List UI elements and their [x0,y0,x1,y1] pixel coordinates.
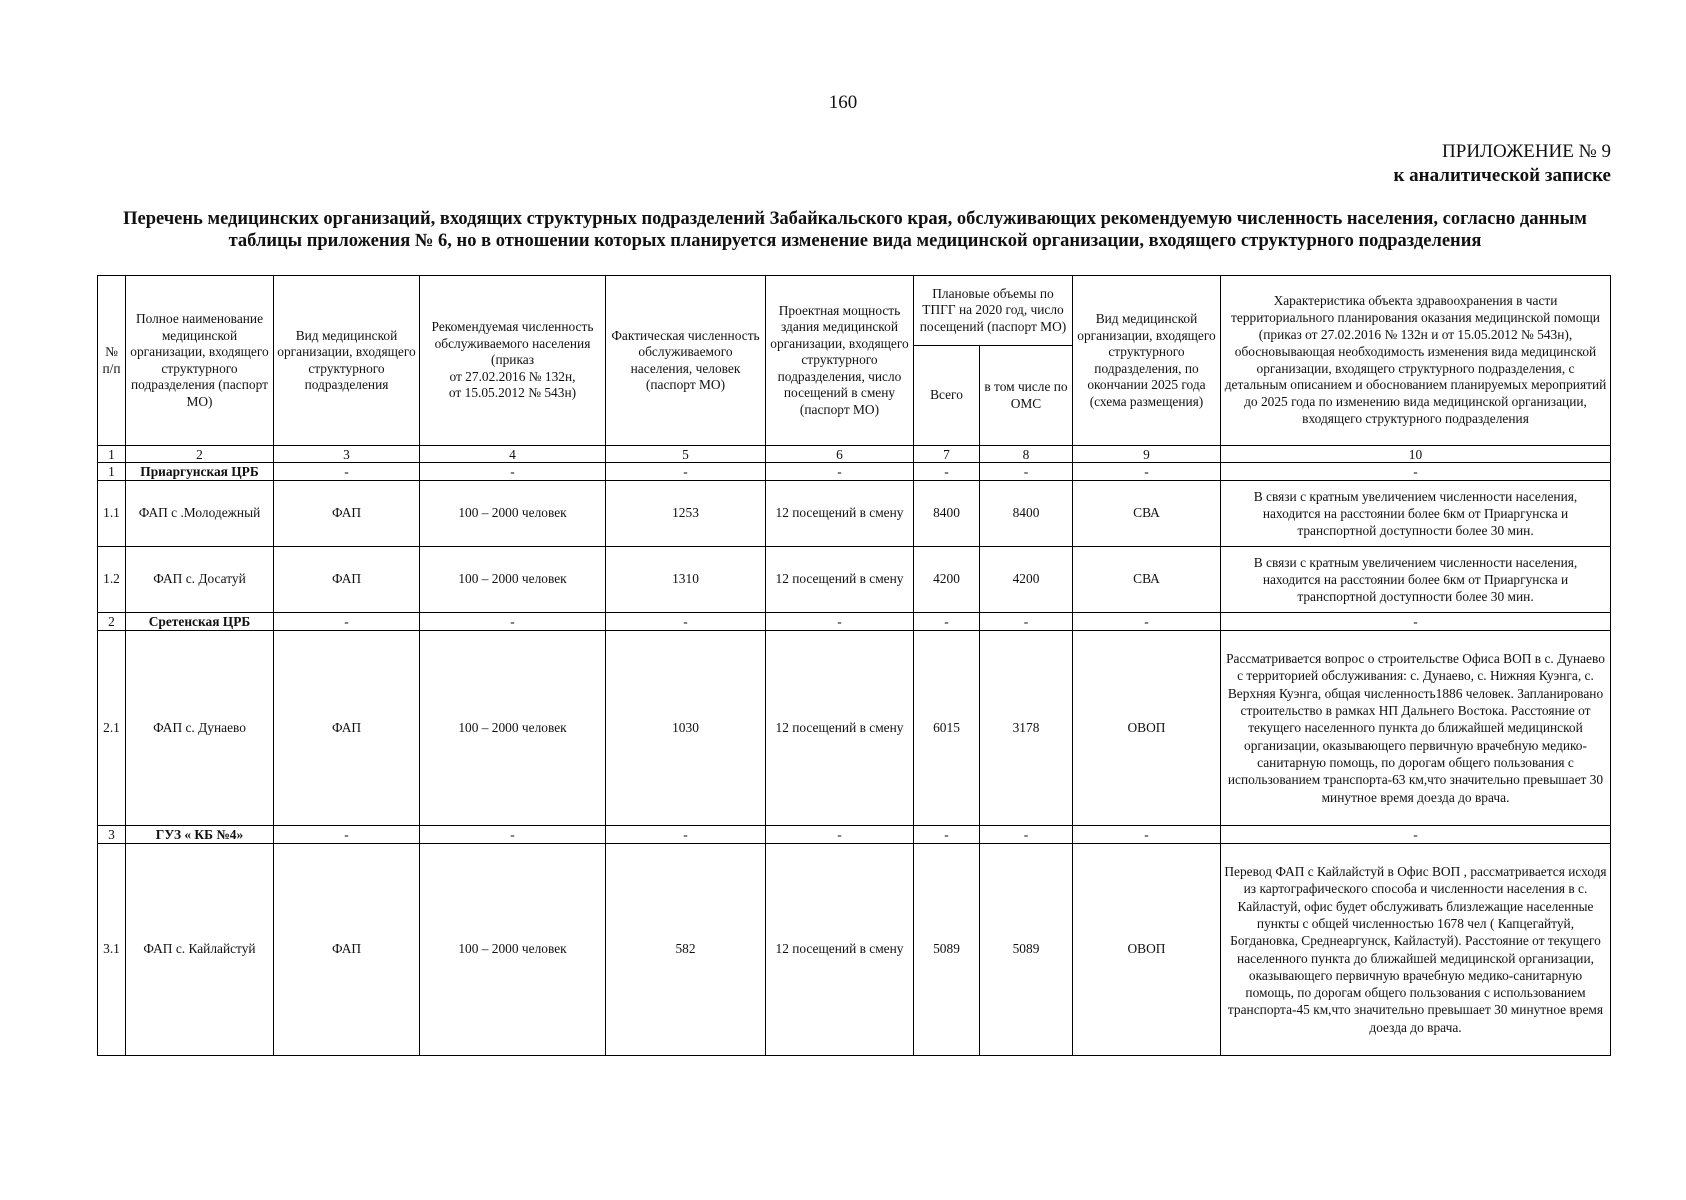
group-dash-cell: - [1073,613,1221,631]
appendix-header [1393,140,1611,188]
group-dash-cell: - [914,826,980,844]
facility-type: ФАП [274,844,420,1056]
group-dash-cell: - [766,613,914,631]
column-number-5: 5 [606,446,766,463]
group-dash-cell: - [980,826,1073,844]
group-dash-cell: - [420,826,606,844]
group-dash-cell: - [1221,826,1611,844]
column-number-7: 7 [914,446,980,463]
header-planned: Плановые объемы по ТПГГ на 2020 год, число посещений (паспорт МО) [914,276,1073,346]
group-number: 3 [98,826,126,844]
page-number: 160 [828,92,858,113]
planned-oms: 4200 [980,547,1073,613]
group-dash-cell: - [420,613,606,631]
type-2025: ОВОП [1073,844,1221,1056]
group-row [98,463,1611,481]
header-capacity: Проектная мощность здания медицинской организации, входящего структурного подразделения, число посещений в смену (паспорт МО) [766,276,914,446]
planned-total: 8400 [914,481,980,547]
table-row [98,844,1611,1056]
group-dash-cell: - [274,463,420,481]
table-row [98,547,1611,613]
group-row [98,613,1611,631]
facility-type: ФАП [274,547,420,613]
group-dash-cell: - [1073,826,1221,844]
organizations-table [97,275,1611,1056]
group-number: 2 [98,613,126,631]
group-dash-cell: - [606,463,766,481]
actual-population: 1253 [606,481,766,547]
planned-total: 5089 [914,844,980,1056]
column-numbers-row [98,446,1611,463]
recommended-population: 100 – 2000 человек [420,481,606,547]
group-dash-cell: - [766,826,914,844]
group-dash-cell: - [274,826,420,844]
planned-oms: 8400 [980,481,1073,547]
type-2025: СВА [1073,547,1221,613]
facility-type: ФАП [274,481,420,547]
characteristic-note: В связи с кратным увеличением численности населения, находится на расстоянии более 6км от Приаргунска и транспортной доступности более 30 мин. [1221,481,1611,547]
group-dash-cell: - [1221,613,1611,631]
column-number-2: 2 [126,446,274,463]
header-type: Вид медицинской организации, входящего структурного подразделения [274,276,420,446]
header-oms: в том числе по ОМС [980,346,1073,446]
group-dash-cell: - [274,613,420,631]
characteristic-note: Перевод ФАП с Кайлайстуй в Офис ВОП , рассматривается исходя из картографического способа и численности населения в с. Кайластуй, офис будет обслуживать близлежащие населенные пункты с общей численностью 1678 чел ( Капцегайтуй, Богдановка, Среднеаргунск, Кайластуй). Расстояние от текущего населенного пункта до ближайшей медицинской организации, оказывающего первичную врачебную медико-санитарную помощь, по дорогам общего пользования с использованием транспорта-45 км,что значительно превышает 30 минутное время доезда до врача. [1221,844,1611,1056]
type-2025: СВА [1073,481,1221,547]
column-number-3: 3 [274,446,420,463]
group-dash-cell: - [606,826,766,844]
header-num-label: № п/п [102,344,121,376]
column-number-9: 9 [1073,446,1221,463]
column-number-1: 1 [98,446,126,463]
facility-name: ФАП с. Кайлайстуй [126,844,274,1056]
group-name: Приаргунская ЦРБ [126,463,274,481]
header-characteristic: Характеристика объекта здравоохранения в части территориального планирования оказания медицинской помощи (приказ от 27.02.2016 № 132н и от 15.05.2012 № 543н), обосновывающая необходимость изменения вида медицинской организации, входящего структурного подразделения, с детальным описанием и обоснованием планируемых мероприятий до 2025 года по изменению вида медицинской организации, входящего структурного подразделения [1221,276,1611,446]
facility-name: ФАП с .Молодежный [126,481,274,547]
table-row [98,631,1611,826]
group-dash-cell: - [1073,463,1221,481]
table-row [98,481,1611,547]
table-body [98,446,1611,1056]
facility-type: ФАП [274,631,420,826]
group-row [98,826,1611,844]
planned-total: 6015 [914,631,980,826]
group-name: ГУЗ « КБ №4» [126,826,274,844]
group-dash-cell: - [1221,463,1611,481]
characteristic-note: Рассматривается вопрос о строительстве Офиса ВОП в с. Дунаево с территорией обслуживания: с. Дунаево, с. Нижняя Куэнга, с. Верхняя Куэнга, общая численность1886 человек. Запланировано строительство в рамках НП Дальнего Востока. Расстояние от текущего населенного пункта до ближайшей медицинской организации, оказывающего первичную врачебную медико-санитарную помощь, по дорогам общего пользования с использованием транспорта-63 км,что значительно превышает 30 минутное время доезда до врача. [1221,631,1611,826]
group-dash-cell: - [606,613,766,631]
actual-population: 582 [606,844,766,1056]
design-capacity: 12 посещений в смену [766,547,914,613]
header-actual: Фактическая численность обслуживаемого населения, человек (паспорт МО) [606,276,766,446]
row-number: 1.2 [98,547,126,613]
facility-name: ФАП с. Досатуй [126,547,274,613]
group-dash-cell: - [420,463,606,481]
group-dash-cell: - [914,613,980,631]
planned-oms: 5089 [980,844,1073,1056]
row-number: 3.1 [98,844,126,1056]
planned-total: 4200 [914,547,980,613]
header-type-2025: Вид медицинской организации, входящего структурного подразделения, по окончании 2025 года (схема размещения) [1073,276,1221,446]
group-dash-cell: - [766,463,914,481]
group-name: Сретенская ЦРБ [126,613,274,631]
group-dash-cell: - [980,613,1073,631]
row-number: 2.1 [98,631,126,826]
group-dash-cell: - [914,463,980,481]
appendix-title: ПРИЛОЖЕНИЕ № 9 [1442,141,1611,162]
header-recommended: Рекомендуемая численность обслуживаемого населения (приказ от 27.02.2016 № 132н, от 15.05.2012 № 543н) [420,276,606,446]
design-capacity: 12 посещений в смену [766,631,914,826]
design-capacity: 12 посещений в смену [766,844,914,1056]
type-2025: ОВОП [1073,631,1221,826]
design-capacity: 12 посещений в смену [766,481,914,547]
row-number: 1.1 [98,481,126,547]
document-title: Перечень медицинских организаций, входящих структурных подразделений Забайкальского края, обслуживающих рекомендуемую численность населения, согласно данным таблицы приложения № 6, но в отношении которых планируется изменение вида медицинской организации, входящего структурного подразделения [123,209,1587,251]
appendix-subtitle: к аналитической записке [1393,165,1611,186]
column-number-8: 8 [980,446,1073,463]
characteristic-note: В связи с кратным увеличением численности населения, находится на расстоянии более 6км от Приаргунска и транспортной доступности более 30 мин. [1221,547,1611,613]
column-number-4: 4 [420,446,606,463]
recommended-population: 100 – 2000 человек [420,631,606,826]
group-number: 1 [98,463,126,481]
planned-oms: 3178 [980,631,1073,826]
actual-population: 1310 [606,547,766,613]
header-name: Полное наименование медицинской организации, входящего структурного подразделения (паспорт МО) [126,276,274,446]
header-total: Всего [914,346,980,446]
column-number-10: 10 [1221,446,1611,463]
recommended-population: 100 – 2000 человек [420,547,606,613]
header-num [98,276,126,446]
actual-population: 1030 [606,631,766,826]
column-number-6: 6 [766,446,914,463]
group-dash-cell: - [980,463,1073,481]
recommended-population: 100 – 2000 человек [420,844,606,1056]
facility-name: ФАП с. Дунаево [126,631,274,826]
